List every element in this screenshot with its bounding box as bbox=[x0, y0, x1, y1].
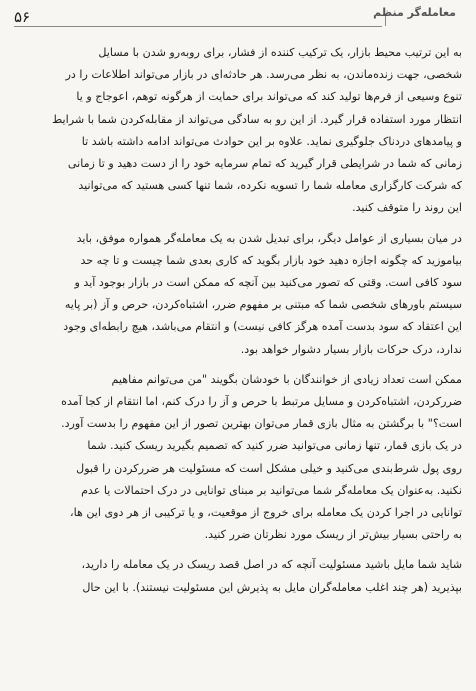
text-line: به راحتی بسیار بیش‌تر از ریسک مورد نظرتان ضرر کنید. bbox=[204, 528, 462, 542]
text-line: در یک بازی قمار، تنها زمانی می‌توانید ضرر کنید که تصمیم بگیرید ریسک کنید. شما bbox=[87, 439, 462, 453]
paragraph bbox=[14, 42, 462, 220]
text-line: به این ترتیب محیط بازار، یک ترکیب کننده از فشار، برای روبه‌رو شدن با مسایل bbox=[98, 46, 462, 59]
text-line: نکنید. به‌عنوان یک معامله‌گر شما می‌توانید بر مبنای توانایی در درک احتمالات یا عدم bbox=[81, 483, 462, 497]
text-line: شخصی، جهت زنده‌ماندن، به نظر می‌رسد. هر حادثه‌ای در بازار می‌تواند اطلاعات را در bbox=[65, 68, 462, 82]
text-line: زمانی که شما در شرایطی قرار گیرید که تمام سرمایه خود را از دست دهید و تا زمانی bbox=[67, 157, 462, 171]
text-line: ضررکردن، اشتباه‌کردن و مسایل مرتبط با حرص و آز را درک کنم، اما انتقام از کجا آمده bbox=[61, 395, 462, 409]
text-line: سیستم باورهای شخصی شما که مبتنی بر مفهوم ضرر، اشتباه‌کردن، حرص و آز (بر پایه bbox=[64, 298, 462, 312]
text-line: سود کافی است. وقتی که تصور می‌کنید بین آنچه که ممکن است در بازار بوجود آید و bbox=[74, 276, 462, 290]
paragraph bbox=[14, 228, 462, 361]
text-line: شاید شما مایل باشید مسئولیت آنچه که در اصل قصد ریسک در یک معامله را دارید، bbox=[81, 558, 462, 572]
body-text bbox=[14, 42, 462, 599]
text-line: بپذیرید (هر چند اغلب معامله‌گران مایل به پذیرش این مسئولیت نیستند). با این حال bbox=[82, 580, 462, 594]
page-number: ۵۶ bbox=[14, 8, 31, 26]
text-line: این روند را متوقف کنید. bbox=[352, 201, 462, 215]
text-line: روی پول شرط‌بندی می‌کنید و خیلی مشکل است که مسئولیت هر ضررکردن را قبول bbox=[76, 461, 462, 475]
text-line: است؟" با برگشتن به مثال بازی قمار می‌توان بهترین تصور از این مفهوم را بدست آورد. bbox=[61, 417, 462, 431]
running-title: معامله‌گر منظم bbox=[373, 6, 456, 19]
text-line: ندارد، درک حرکات بازار بسیار دشوار خواهد بود. bbox=[240, 342, 462, 356]
text-line: و پیامدهای دردناک جلوگیری نماید. علاوه بر این حوادث می‌تواند ادامه داشته باشد تا bbox=[81, 134, 462, 148]
paragraph bbox=[14, 369, 462, 547]
text-line: که شرکت کارگزاری معامله شما را تسویه نکرده، شما تنها کسی هستید که می‌توانید bbox=[78, 179, 462, 193]
text-line: انتظار مورد استفاده قرار گیرد. از این رو به سادگی می‌تواند از مقابله‌کردن شما با شرایط bbox=[52, 112, 462, 126]
page-header bbox=[14, 6, 456, 28]
text-line: در میان بسیاری از عوامل دیگر، برای تبدیل شدن به یک معامله‌گر همواره موفق، باید bbox=[76, 231, 462, 245]
header-rule bbox=[14, 26, 382, 27]
text-line: بیاموزید که چگونه اجازه دهید خود بازار بگوید که کاری بعدی شما چیست و تا چه حد bbox=[80, 253, 462, 267]
text-line: این اعتقاد که سود بدست آمده هرگز کافی نیست) و انتقام می‌باشد، هیچ رابطه‌ای وجود bbox=[63, 320, 462, 334]
text-line: توانایی در اجرا کردن یک معامله برای خروج از موقعیت، و یا ترکیبی از هر دوی این ها، bbox=[70, 506, 462, 520]
text-line: تنوع وسیعی از فرم‌ها تولید کند که می‌تواند برای حمایت از هرگونه توهم، اعوجاج و یا bbox=[76, 90, 462, 104]
text-line: ممکن است تعداد زیادی از خوانندگان با خودشان بگویند "من می‌توانم مفاهیم bbox=[111, 372, 462, 386]
paragraph bbox=[14, 554, 462, 598]
